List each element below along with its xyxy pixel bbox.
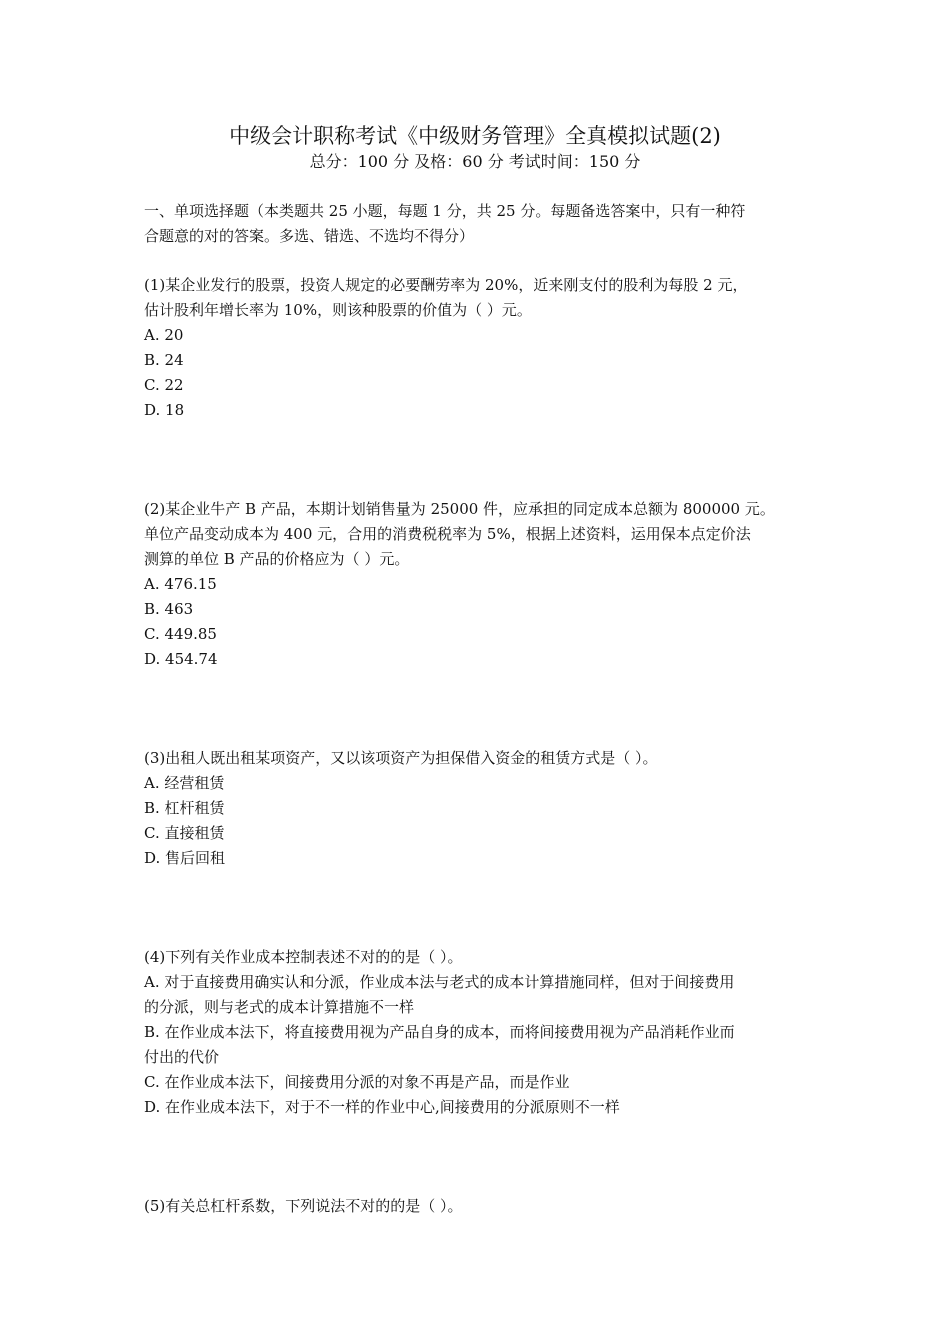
option-c: C. 449.85: [144, 625, 217, 643]
question-stem-line: (3)出租人既出租某项资产，又以该项资产为担保借入资金的租赁方式是（ ）。: [144, 749, 658, 767]
question-4: [144, 945, 814, 1120]
section-heading: [144, 199, 814, 249]
option-c: C. 22: [144, 376, 184, 394]
section-heading-line: 合题意的对的答案。多选、错选、不选均不得分）: [144, 227, 475, 245]
question-stem-line: (4)下列有关作业成本控制表述不对的的是（ ）。: [144, 948, 463, 966]
option-c: C. 直接租赁: [144, 824, 225, 842]
option-d: D. 18: [144, 401, 185, 419]
option-a-continued: 的分派，则与老式的成本计算措施不一样: [144, 998, 415, 1016]
option-d: D. 454.74: [144, 650, 218, 668]
question-stem-line: (5)有关总杠杆系数，下列说法不对的的是（ ）。: [144, 1197, 463, 1215]
question-2: [144, 497, 814, 672]
option-b: B. 463: [144, 600, 194, 618]
question-3: [144, 746, 814, 871]
question-1: [144, 273, 814, 423]
question-stem-line: 测算的单位 B 产品的价格应为（ ）元。: [144, 550, 410, 568]
option-d: D. 在作业成本法下，对于不一样的作业中心,间接费用的分派原则不一样: [144, 1098, 620, 1116]
option-a: A. 经营租赁: [144, 774, 225, 792]
option-d: D. 售后回租: [144, 849, 226, 867]
option-c: C. 在作业成本法下，间接费用分派的对象不再是产品，而是作业: [144, 1073, 570, 1091]
option-a: A. 20: [144, 326, 184, 344]
question-stem-line: 估计股利年增长率为 10%，则该种股票的价值为（ ）元。: [144, 301, 532, 319]
question-5: [144, 1194, 814, 1219]
option-b: B. 在作业成本法下，将直接费用视为产品自身的成本，而将间接费用视为产品消耗作业而: [144, 1023, 735, 1041]
option-a: A. 对于直接费用确实认和分派，作业成本法与老式的成本计算措施同样，但对于间接费用: [144, 973, 735, 991]
question-stem-line: (2)某企业牛产 B 产品，本期计划销售量为 25000 件，应承担的同定成本总额为 800000 元。: [144, 500, 775, 518]
option-b: B. 杠杆租赁: [144, 799, 225, 817]
document-title: 中级会计职称考试《中级财务管理》全真模拟试题(2): [229, 124, 721, 148]
section-heading-line: 一、单项选择题（本类题共 25 小题，每题 1 分，共 25 分。每题备选答案中，只有一种符: [144, 202, 746, 220]
option-a: A. 476.15: [144, 575, 217, 593]
exam-info: 总分：100 分 及格：60 分 考试时间：150 分: [309, 152, 641, 171]
question-stem-line: 单位产品变动成本为 400 元，合用的消费税税率为 5%，根据上述资料，运用保本点定价法: [144, 525, 751, 543]
option-b-continued: 付出的代价: [144, 1048, 220, 1066]
question-stem-line: (1)某企业发行的股票，投资人规定的必要酬劳率为 20%，近来刚支付的股利为每股 2 元，: [144, 276, 748, 294]
option-b: B. 24: [144, 351, 184, 369]
